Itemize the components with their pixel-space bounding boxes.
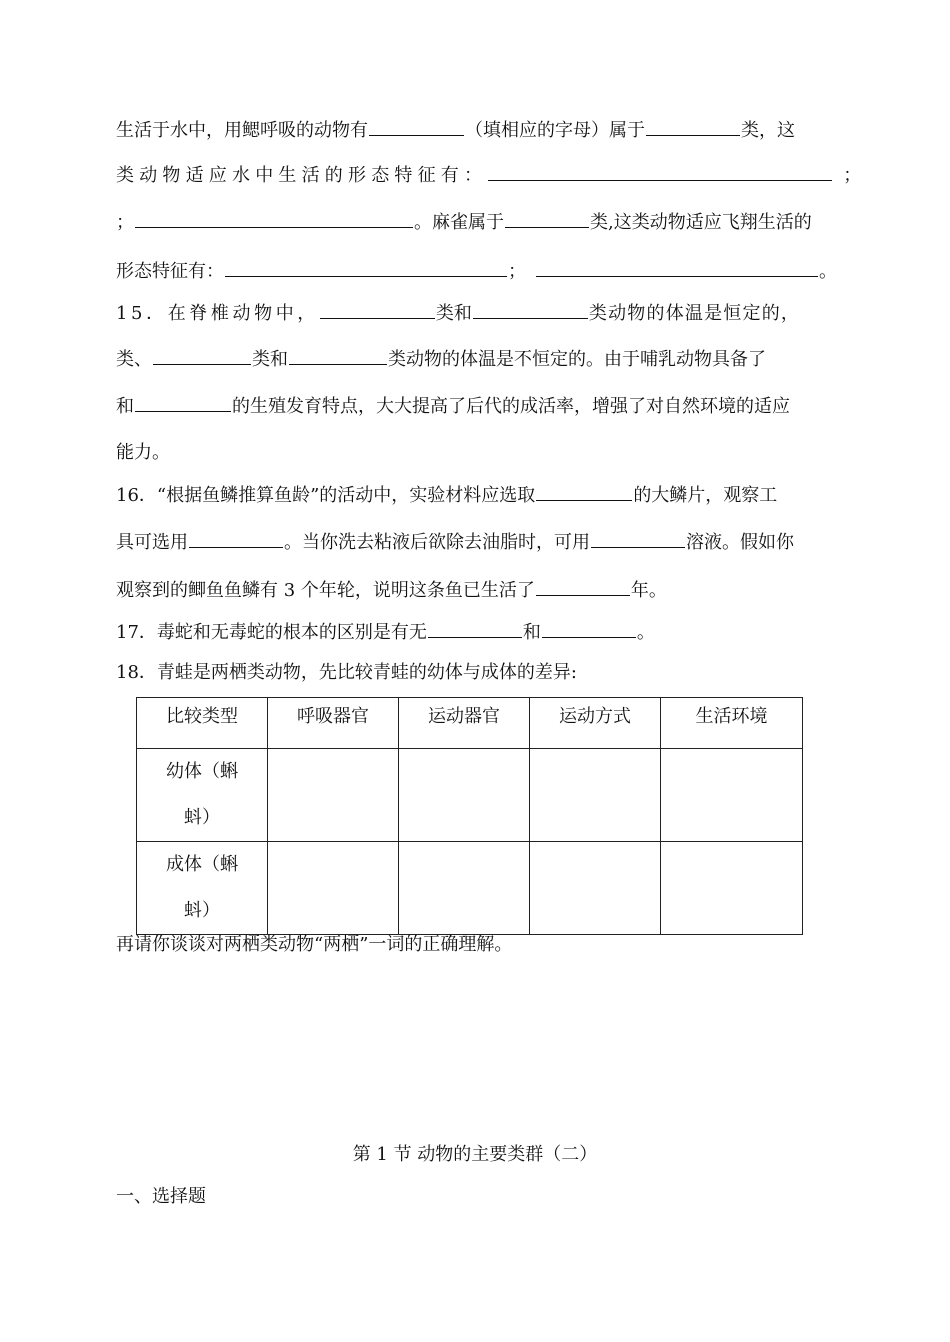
table-header-cell: 运动器官 bbox=[399, 698, 530, 749]
answer-blank[interactable] bbox=[135, 209, 413, 228]
text: 17．毒蛇和无毒蛇的根本的区别是有无 bbox=[116, 622, 427, 643]
text: 15．在脊椎动物中， bbox=[116, 303, 319, 324]
text: 形态特征有： bbox=[116, 261, 224, 282]
text: ； bbox=[508, 261, 526, 282]
text: 。 bbox=[819, 261, 837, 282]
question-15-line-1 bbox=[116, 300, 838, 326]
answer-cell[interactable] bbox=[268, 749, 399, 842]
text: 类、 bbox=[116, 349, 152, 370]
text: ； bbox=[116, 212, 134, 233]
answer-cell[interactable] bbox=[399, 842, 530, 935]
question-15-line-4 bbox=[116, 441, 838, 467]
question-16-line-1 bbox=[116, 482, 838, 508]
answer-blank[interactable] bbox=[591, 529, 685, 548]
text: 的大鳞片，观察工 bbox=[633, 485, 778, 506]
line-2 bbox=[116, 162, 862, 188]
text: 18．青蛙是两栖类动物，先比较青蛙的幼体与成体的差异: bbox=[116, 662, 577, 683]
text: 。麻雀属于 bbox=[414, 212, 504, 233]
row-label bbox=[137, 749, 268, 842]
text: 和 bbox=[116, 396, 134, 417]
line-1 bbox=[116, 117, 838, 143]
answer-blank[interactable] bbox=[536, 258, 818, 277]
row-label bbox=[137, 842, 268, 935]
answer-blank[interactable] bbox=[369, 117, 464, 136]
answer-blank[interactable] bbox=[289, 346, 387, 365]
text: 和 bbox=[522, 622, 541, 643]
table-row bbox=[137, 749, 803, 842]
answer-blank[interactable] bbox=[505, 209, 589, 228]
table-header-cell: 运动方式 bbox=[530, 698, 661, 749]
text: 。当你洗去粘液后欲除去油脂时，可用 bbox=[284, 532, 590, 553]
after-table-text: 再请你谈谈对两栖类动物“两栖”一词的正确理解。 bbox=[116, 934, 513, 955]
comparison-table bbox=[136, 697, 803, 935]
answer-blank[interactable] bbox=[320, 300, 435, 319]
table-header-cell: 生活环境 bbox=[661, 698, 803, 749]
answer-blank[interactable] bbox=[225, 258, 507, 277]
answer-cell[interactable] bbox=[268, 842, 399, 935]
text: 类,这类动物适应飞翔生活的 bbox=[590, 212, 812, 233]
section-title: 第 1 节 动物的主要类群（二） bbox=[352, 1144, 598, 1165]
answer-cell[interactable] bbox=[661, 749, 803, 842]
answer-blank[interactable] bbox=[536, 482, 632, 501]
text: 类和 bbox=[435, 303, 472, 324]
answer-blank[interactable] bbox=[189, 529, 283, 548]
text: 溶液。假如你 bbox=[686, 532, 794, 553]
text: 类动物的体温是不恒定的。由于哺乳动物具备了 bbox=[388, 349, 766, 370]
answer-blank[interactable] bbox=[488, 162, 832, 181]
text: （填相应的字母）属于 bbox=[465, 120, 645, 141]
answer-blank[interactable] bbox=[542, 619, 636, 638]
subsection-heading: 一、选择题 bbox=[116, 1186, 206, 1207]
answer-cell[interactable] bbox=[399, 749, 530, 842]
question-17 bbox=[116, 619, 838, 645]
answer-blank[interactable] bbox=[135, 393, 231, 412]
question-15-line-3 bbox=[116, 393, 838, 419]
text: 16．“根据鱼鳞推算鱼龄”的活动中，实验材料应选取 bbox=[116, 485, 536, 506]
text: 观察到的鲫鱼鱼鳞有 3 个年轮，说明这条鱼已生活了 bbox=[116, 580, 535, 601]
line-3 bbox=[116, 209, 838, 235]
question-15-line-2 bbox=[116, 346, 838, 372]
answer-blank[interactable] bbox=[473, 300, 588, 319]
row-label-text: 幼体（蝌蚪） bbox=[166, 761, 238, 828]
answer-blank[interactable] bbox=[428, 619, 522, 638]
answer-blank[interactable] bbox=[646, 117, 740, 136]
line-4 bbox=[116, 258, 838, 284]
answer-blank[interactable] bbox=[536, 577, 630, 596]
text: 的生殖发育特点，大大提高了后代的成活率，增强了对自然环境的适应 bbox=[232, 396, 790, 417]
question-16-line-3 bbox=[116, 577, 838, 603]
text: 。 bbox=[636, 622, 655, 643]
question-18 bbox=[116, 661, 838, 687]
text: 类和 bbox=[252, 349, 288, 370]
table-header-cell: 呼吸器官 bbox=[268, 698, 399, 749]
question-16-line-2 bbox=[116, 529, 838, 555]
text: 能力。 bbox=[116, 442, 170, 463]
text: 类动物适应水中生活的形态特征有： bbox=[116, 165, 488, 186]
text: 年。 bbox=[630, 580, 667, 601]
answer-blank[interactable] bbox=[153, 346, 251, 365]
answer-cell[interactable] bbox=[661, 842, 803, 935]
table-header-row bbox=[137, 698, 803, 749]
row-label-text: 成体（蝌蚪） bbox=[166, 854, 238, 921]
text: 类动物的体温是恒定的， bbox=[588, 303, 801, 324]
answer-cell[interactable] bbox=[530, 842, 661, 935]
text: 类，这 bbox=[741, 120, 795, 141]
text: 具可选用 bbox=[116, 532, 188, 553]
answer-cell[interactable] bbox=[530, 749, 661, 842]
text: 生活于水中，用鳃呼吸的动物有 bbox=[116, 120, 368, 141]
text: ； bbox=[843, 165, 862, 186]
table-header-cell: 比较类型 bbox=[137, 698, 268, 749]
table-row bbox=[137, 842, 803, 935]
